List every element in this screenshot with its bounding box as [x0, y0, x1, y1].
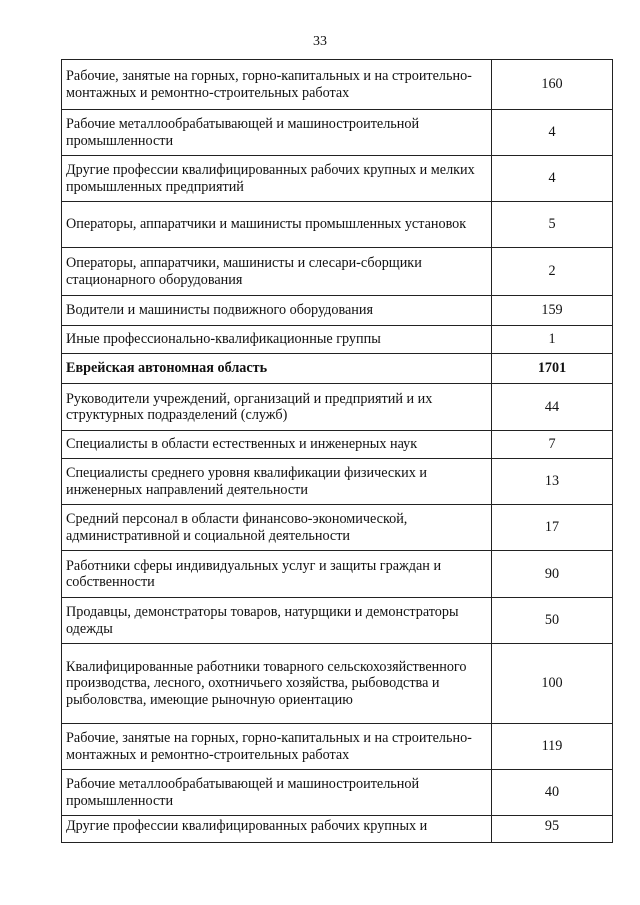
table-row: [62, 431, 613, 459]
page-number: 33: [313, 34, 327, 49]
row-value: 44: [492, 384, 613, 431]
row-label: Специалисты среднего уровня квалификации физических и инженерных направлений деятельности: [62, 459, 492, 505]
region-name: Еврейская автономная область: [62, 354, 492, 384]
row-label: Другие профессии квалифицированных рабочих крупных и мелких промышленных предприятий: [62, 156, 492, 202]
row-label: Рабочие металлообрабатывающей и машиностроительной промышленности: [62, 110, 492, 156]
row-value: 1: [492, 326, 613, 354]
row-label: Рабочие металлообрабатывающей и машиностроительной промышленности: [62, 770, 492, 816]
row-label: Операторы, аппаратчики и машинисты промышленных установок: [62, 202, 492, 248]
row-label: Операторы, аппаратчики, машинисты и слесари-сборщики стационарного оборудования: [62, 248, 492, 296]
table-row: [62, 598, 613, 644]
table-row: [62, 770, 613, 816]
row-value: 7: [492, 431, 613, 459]
occupation-table: [61, 59, 613, 843]
row-label: Продавцы, демонстраторы товаров, натурщики и демонстраторы одежды: [62, 598, 492, 644]
table-row: [62, 505, 613, 551]
table-row-region-header: [62, 354, 613, 384]
table-row: [62, 724, 613, 770]
row-label: Руководители учреждений, организаций и предприятий и их структурных подразделений (служб): [62, 384, 492, 431]
table-row: [62, 248, 613, 296]
row-label: Рабочие, занятые на горных, горно-капитальных и на строительно-монтажных и ремонтно-строительных работах: [62, 724, 492, 770]
table-row: [62, 296, 613, 326]
row-label: Средний персонал в области финансово-экономической, административной и социальной деятельности: [62, 505, 492, 551]
row-value: 90: [492, 551, 613, 598]
table-row: [62, 384, 613, 431]
table-row: [62, 644, 613, 724]
table-row: [62, 326, 613, 354]
row-label: Работники сферы индивидуальных услуг и защиты граждан и собственности: [62, 551, 492, 598]
row-value: 5: [492, 202, 613, 248]
row-value: 4: [492, 110, 613, 156]
table-row: [62, 551, 613, 598]
row-value: 4: [492, 156, 613, 202]
row-label: Специалисты в области естественных и инженерных наук: [62, 431, 492, 459]
row-value: 100: [492, 644, 613, 724]
table-row: [62, 110, 613, 156]
row-value: 159: [492, 296, 613, 326]
row-label: Рабочие, занятые на горных, горно-капитальных и на строительно-монтажных и ремонтно-строительных работах: [62, 60, 492, 110]
region-total: 1701: [492, 354, 613, 384]
row-value: 40: [492, 770, 613, 816]
row-label: Иные профессионально-квалификационные группы: [62, 326, 492, 354]
table-row: [62, 459, 613, 505]
row-value: 13: [492, 459, 613, 505]
row-value: 160: [492, 60, 613, 110]
table-row: [62, 816, 613, 843]
table-row: [62, 202, 613, 248]
row-value: 119: [492, 724, 613, 770]
table-row: [62, 156, 613, 202]
row-label: Квалифицированные работники товарного сельскохозяйственного производства, лесного, охотничьего хозяйства, рыбоводства и рыболовства, имеющие рыночную ориентацию: [62, 644, 492, 724]
row-value: 95: [492, 816, 613, 843]
row-label: Водители и машинисты подвижного оборудования: [62, 296, 492, 326]
row-value: 17: [492, 505, 613, 551]
row-value: 50: [492, 598, 613, 644]
table-row: [62, 60, 613, 110]
row-label: Другие профессии квалифицированных рабочих крупных и: [62, 816, 492, 843]
row-value: 2: [492, 248, 613, 296]
